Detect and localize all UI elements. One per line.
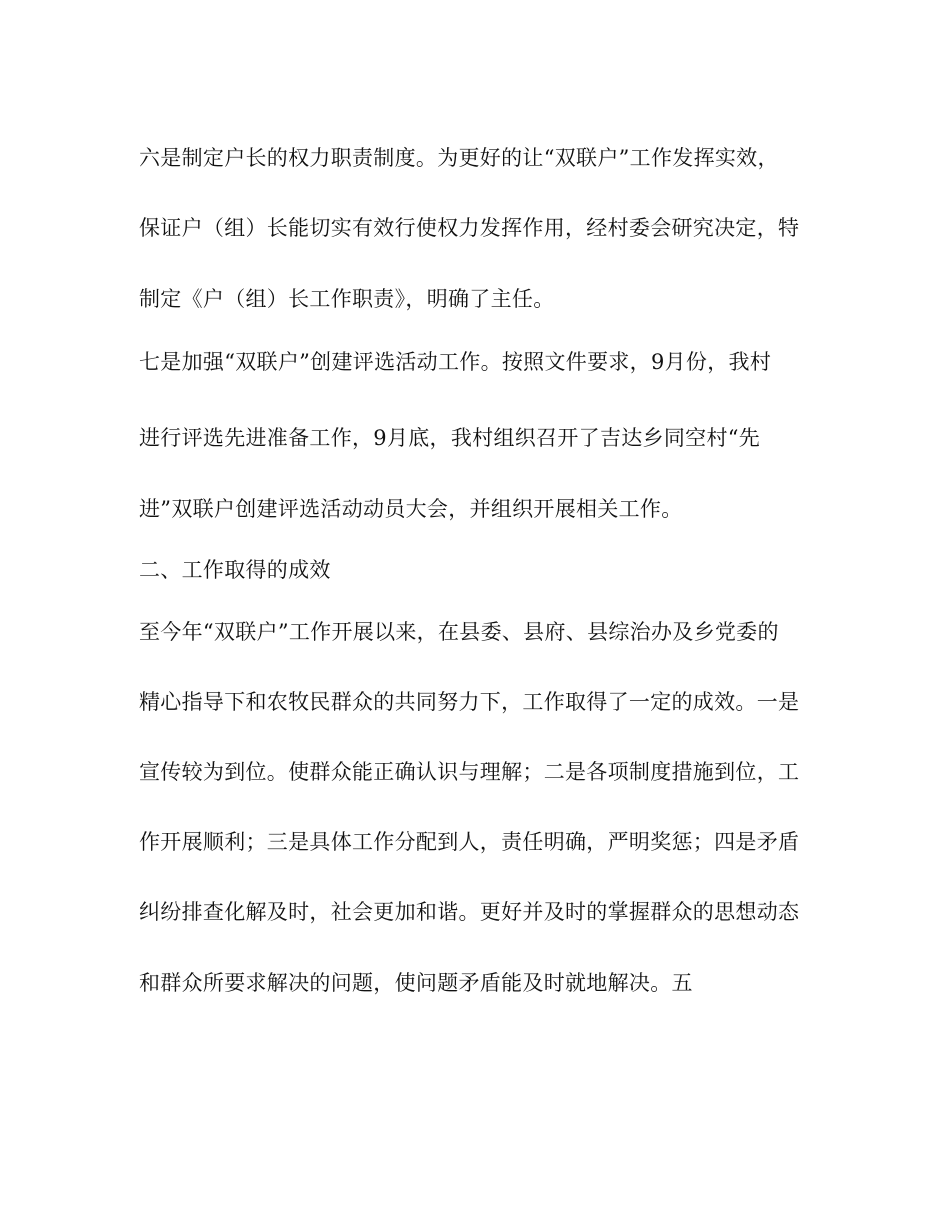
paragraph-7-line-3: 进”双联户创建评选活动动员大会，并组织开展相关工作。 <box>139 497 683 521</box>
paragraph-results-line-6: 和群众所要求解决的问题，使问题矛盾能及时就地解决。五 <box>139 971 693 995</box>
paragraph-results-line-5: 纠纷排查化解及时，社会更加和谐。更好并及时的掌握群众的思想动态 <box>139 900 800 924</box>
paragraph-6-line-2: 保证户（组）长能切实有效行使权力发挥作用，经村委会研究决定，特 <box>139 216 800 240</box>
paragraph-results-line-1: 至今年“双联户”工作开展以来，在县委、县府、县综治办及乡党委的 <box>139 620 779 644</box>
paragraph-6-line-1: 六是制定户长的权力职责制度。为更好的让“双联户”工作发挥实效， <box>139 146 779 170</box>
paragraph-6-line-3: 制定《户（组）长工作职责》，明确了主任。 <box>139 287 555 311</box>
paragraph-7-line-2: 进行评选先进准备工作，9月底，我村组织召开了吉达乡同空村“先 <box>139 426 761 450</box>
section-heading: 二、工作取得的成效 <box>139 558 331 582</box>
paragraph-results-line-3: 宣传较为到位。使群众能正确认识与理解；二是各项制度措施到位，工 <box>139 760 800 784</box>
paragraph-results-line-2: 精心指导下和农牧民群众的共同努力下，工作取得了一定的成效。一是 <box>139 690 800 714</box>
paragraph-results-line-4: 作开展顺利；三是具体工作分配到人，责任明确，严明奖惩；四是矛盾 <box>139 830 800 854</box>
paragraph-7-line-1: 七是加强“双联户”创建评选活动工作。按照文件要求，9月份，我村 <box>139 350 772 374</box>
